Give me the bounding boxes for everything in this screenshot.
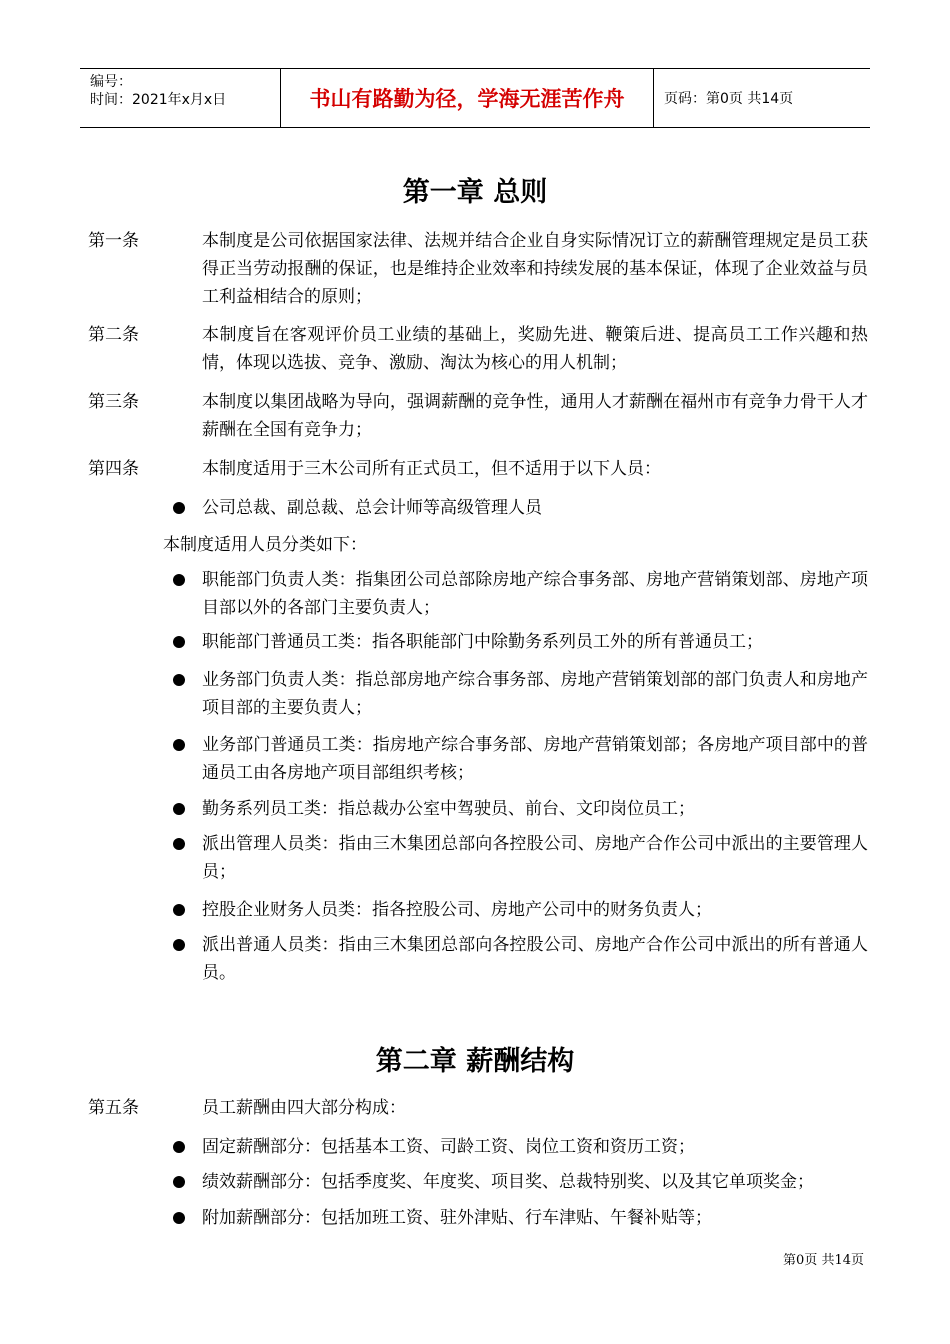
article-number: 第一条 — [88, 231, 139, 251]
bullet-icon — [173, 574, 185, 586]
list-item: 附加薪酬部分：包括加班工资、驻外津贴、行车津贴、午餐补贴等； — [173, 1204, 873, 1232]
article-2 — [88, 321, 868, 377]
article-text: 员工薪酬由四大部分构成： — [202, 1098, 406, 1118]
article-number: 第二条 — [88, 325, 139, 345]
article-text: 本制度适用于三木公司所有正式员工，但不适用于以下人员： — [202, 459, 661, 479]
list-item: 派出管理人员类：指由三木集团总部向各控股公司、房地产合作公司中派出的主要管理人员； — [173, 830, 873, 886]
list-item: 业务部门普通员工类：指房地产综合事务部、房地产营销策划部；各房地产项目部中的普通员工由各房地产项目部组织考核； — [173, 731, 873, 787]
article-5 — [88, 1094, 868, 1122]
article-number: 第五条 — [88, 1098, 139, 1118]
classification-intro: 本制度适用人员分类如下： — [163, 535, 367, 555]
bullet-icon — [173, 1141, 185, 1153]
list-item: 勤务系列员工类：指总裁办公室中驾驶员、前台、文印岗位员工； — [173, 795, 873, 823]
motto: 书山有路勤为径，学海无涯苦作舟 — [281, 69, 654, 127]
chapter-1-title: 第一章 总则 — [402, 177, 548, 208]
article-number: 第三条 — [88, 392, 139, 412]
page-footer: 第0页 共14页 — [783, 1253, 864, 1268]
list-item: 公司总裁、副总裁、总会计师等高级管理人员 — [173, 494, 873, 522]
bullet-icon — [173, 838, 185, 850]
bullet-icon — [173, 939, 185, 951]
header-page-info: 页码：第0页 共14页 — [664, 91, 794, 107]
list-item: 固定薪酬部分：包括基本工资、司龄工资、岗位工资和资历工资； — [173, 1133, 873, 1161]
header-table — [80, 68, 870, 128]
chapter-2-title: 第二章 薪酬结构 — [375, 1046, 575, 1077]
list-item: 职能部门负责人类：指集团公司总部除房地产综合事务部、房地产营销策划部、房地产项目部以外的各部门主要负责人； — [173, 566, 873, 622]
article-number: 第四条 — [88, 459, 139, 479]
article-3 — [88, 388, 868, 444]
time-label: 时间：2021年x月x日 — [90, 92, 227, 108]
list-item: 控股企业财务人员类：指各控股公司、房地产公司中的财务负责人； — [173, 896, 873, 924]
article-4 — [88, 455, 868, 483]
bullet-icon — [173, 1176, 185, 1188]
list-item: 绩效薪酬部分：包括季度奖、年度奖、项目奖、总裁特别奖、以及其它单项奖金； — [173, 1168, 873, 1196]
bullet-icon — [173, 674, 185, 686]
bullet-icon — [173, 739, 185, 751]
bullet-icon — [173, 803, 185, 815]
number-label: 编号： — [90, 74, 132, 90]
article-text: 本制度是公司依据国家法律、法规并结合企业自身实际情况订立的薪酬管理规定是员工获得正当劳动报酬的保证，也是维持企业效率和持续发展的基本保证，体现了企业效益与员工利益相结合的原则； — [202, 231, 868, 307]
article-text: 本制度以集团战略为导向，强调薪酬的竞争性，通用人才薪酬在福州市有竞争力骨干人才薪酬在全国有竞争力； — [202, 392, 868, 440]
bullet-icon — [173, 636, 185, 648]
article-text: 本制度旨在客观评价员工业绩的基础上，奖励先进、鞭策后进、提高员工工作兴趣和热情，体现以选拔、竞争、激励、淘汰为核心的用人机制； — [202, 325, 868, 373]
bullet-icon — [173, 502, 185, 514]
list-item: 业务部门负责人类：指总部房地产综合事务部、房地产营销策划部的部门负责人和房地产项目部的主要负责人； — [173, 666, 873, 722]
header-meta-cell — [80, 69, 281, 127]
bullet-icon — [173, 1212, 185, 1224]
bullet-icon — [173, 904, 185, 916]
article-1 — [88, 227, 868, 311]
list-item: 职能部门普通员工类：指各职能部门中除勤务系列员工外的所有普通员工； — [173, 628, 873, 656]
list-item: 派出普通人员类：指由三木集团总部向各控股公司、房地产合作公司中派出的所有普通人员。 — [173, 931, 873, 987]
